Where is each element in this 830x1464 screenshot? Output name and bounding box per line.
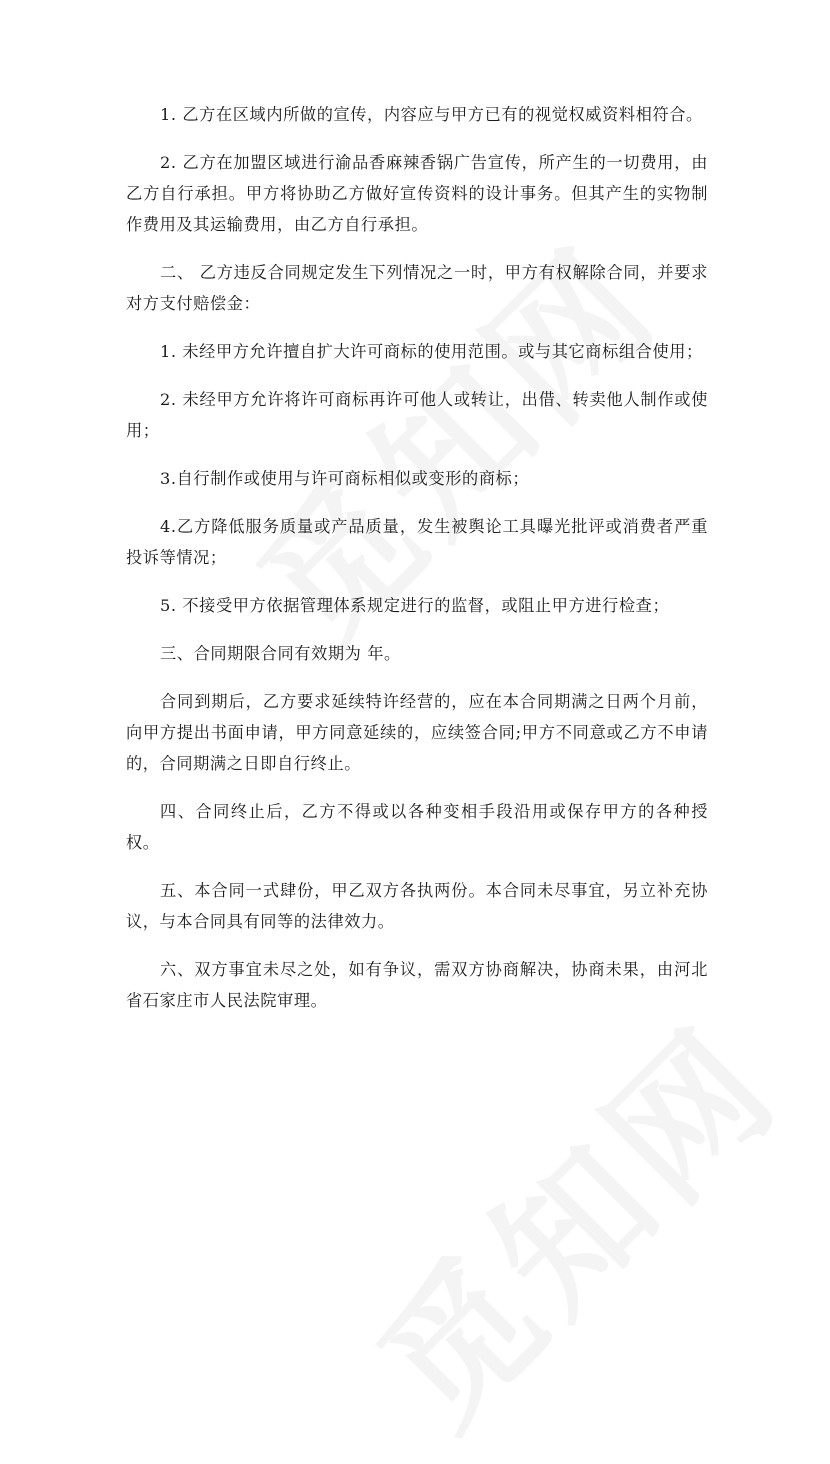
document-body — [126, 99, 708, 1033]
section-four-termination: 四、合同终止后，乙方不得或以各种变相手段沿用或保存甲方的各种授权。 — [126, 802, 708, 852]
clause-promo-1: 1. 乙方在区域内所做的宣传，内容应与甲方已有的视觉权威资料相符合。 — [160, 105, 703, 124]
section-six-disputes: 六、双方事宜未尽之处，如有争议，需双方协商解决，协商未果，由河北省石家庄市人民法院审理。 — [126, 960, 708, 1010]
section-three-term: 三、合同期限合同有效期为 年。 — [160, 644, 401, 663]
violation-item-4: 4.乙方降低服务质量或产品质量，发生被舆论工具曝光批评或消费者严重投诉等情况； — [126, 517, 708, 567]
violation-item-3: 3.自行制作或使用与许可商标相似或变形的商标； — [160, 469, 530, 488]
section-five-copies: 五、本合同一式肆份，甲乙双方各执两份。本合同未尽事宜，另立补充协议，与本合同具有同等的法律效力。 — [126, 881, 708, 931]
section-two-heading: 二、 乙方违反合同规定发生下列情况之一时，甲方有权解除合同，并要求对方支付赔偿金： — [126, 263, 708, 313]
clause-promo-2: 2. 乙方在加盟区域进行渝品香麻辣香锅广告宣传，所产生的一切费用，由乙方自行承担。甲方将协助乙方做好宣传资料的设计事务。但其产生的实物制作费用及其运输费用，由乙方自行承担。 — [126, 153, 708, 234]
violation-item-1: 1. 未经甲方允许擅自扩大许可商标的使用范围。或与其它商标组合使用； — [160, 342, 703, 361]
violation-item-5: 5. 不接受甲方依据管理体系规定进行的监督，或阻止甲方进行检查； — [160, 596, 670, 615]
renewal-clause: 合同到期后，乙方要求延续特许经营的，应在本合同期满之日两个月前，向甲方提出书面申请，甲方同意延续的，应续签合同;甲方不同意或乙方不申请的，合同期满之日即自行终止。 — [126, 692, 708, 773]
watermark — [324, 972, 816, 1464]
violation-item-2: 2. 未经甲方允许将许可商标再许可他人或转让，出借、转卖他人制作或使用； — [126, 390, 708, 440]
